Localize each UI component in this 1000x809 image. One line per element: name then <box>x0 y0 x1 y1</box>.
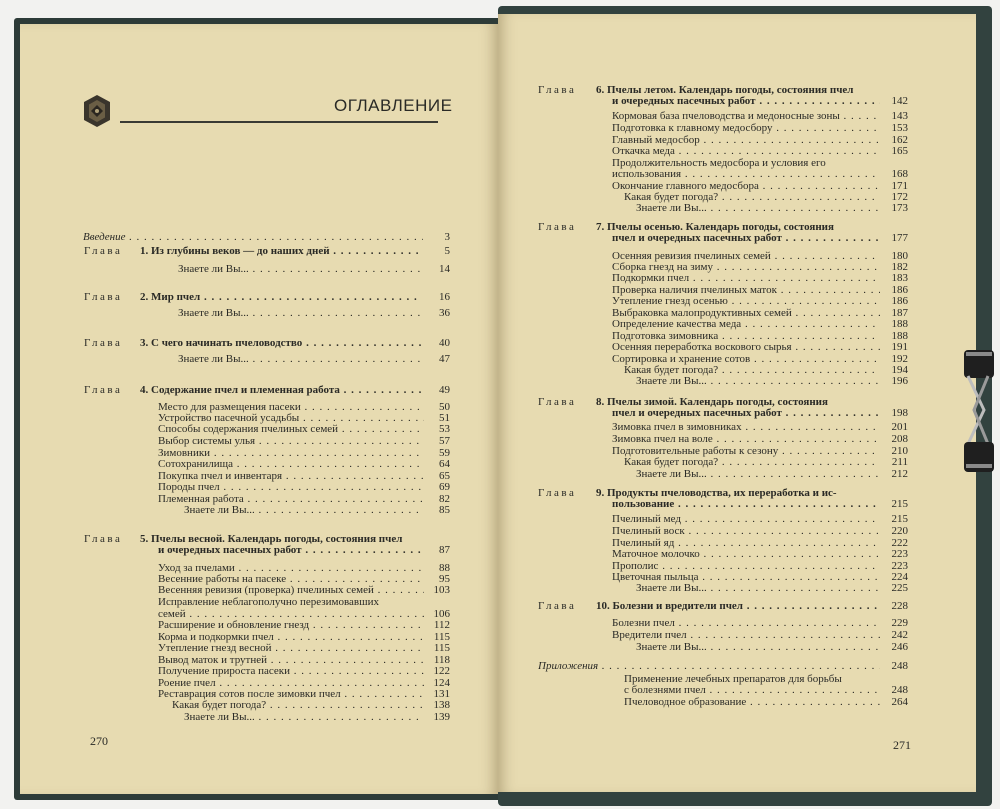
entry-title: Исправление неблагополучно перезимовавших <box>158 596 379 608</box>
entry-title: и очередных пасечных работ . . . <box>612 94 880 108</box>
page-number: 215 <box>891 513 908 525</box>
chapter-label: Глава <box>538 396 577 408</box>
page-number: 131 <box>433 688 450 700</box>
toc-entry <box>0 659 1000 673</box>
page-number: 153 <box>891 122 908 134</box>
chapter-label: Глава <box>538 221 577 233</box>
page-number: 124 <box>433 677 450 689</box>
page-number: 248 <box>891 660 908 672</box>
page-number: 122 <box>433 665 450 677</box>
entry-title: Подготовка к главному медосбору . . . <box>612 121 880 135</box>
chapter-label: Глава <box>538 84 577 96</box>
page-number: 87 <box>439 544 450 556</box>
page-number: 16 <box>439 291 450 303</box>
page-number: 224 <box>891 571 908 583</box>
toc-entry <box>0 581 1000 595</box>
entry-title: Кормовая база пчеловодства и медоносные зоны . . . <box>612 109 880 123</box>
entry-title: Знаете ли Вы... . . . <box>636 374 880 388</box>
entry-title: Зимовка пчел на воле . . . <box>612 432 880 446</box>
entry-title: использования . . . <box>612 167 880 181</box>
page-number: 64 <box>439 458 450 470</box>
right-page-number: 271 <box>893 738 911 752</box>
entry-title: 8. Пчелы зимой. Календарь погоды, состояния <box>596 396 828 408</box>
page-number: 194 <box>891 364 908 376</box>
page-number: 65 <box>439 470 450 482</box>
page-number: 40 <box>439 337 450 349</box>
entry-title: 2. Мир пчел . . . <box>140 290 422 304</box>
entry-title: Проверка наличия пчелиных маток . . . <box>612 283 880 297</box>
page-number: 142 <box>891 95 908 107</box>
page-number: 188 <box>891 318 908 330</box>
entry-title: Весенняя ревизия (проверка) пчелиных семей . . . <box>158 583 424 597</box>
entry-title: Выбраковка малопродуктивных семей . . . <box>612 306 880 320</box>
entry-title: Какая будет погода? . . . <box>624 455 880 469</box>
page-number: 165 <box>891 145 908 157</box>
page-number: 5 <box>444 245 450 257</box>
toc-entry <box>0 599 1000 613</box>
entry-title: Болезни пчел . . . <box>612 616 880 630</box>
page-number: 168 <box>891 168 908 180</box>
page-title: ОГЛАВЛЕНИЕ <box>334 96 453 115</box>
entry-title: 7. Пчелы осенью. Календарь погоды, состояния <box>596 221 834 233</box>
page-number: 187 <box>891 307 908 319</box>
page-number: 172 <box>891 191 908 203</box>
entry-title: Сборка гнезд на зиму . . . <box>612 260 880 274</box>
entry-title: Осенняя переработка воскового сырья . . . <box>612 340 880 354</box>
entry-title: пользование . . . <box>612 497 880 511</box>
chapter-label: Глава <box>84 291 123 303</box>
entry-title: пчел и очередных пасечных работ . . . <box>612 406 880 420</box>
entry-title: Покупка пчел и инвентаря . . . <box>158 469 424 483</box>
page-number: 182 <box>891 261 908 273</box>
toc-entry <box>0 640 1000 654</box>
chapter-label: Глава <box>538 487 577 499</box>
entry-title: Племенная работа . . . <box>158 492 424 506</box>
page-number: 139 <box>433 711 450 723</box>
entry-title: Породы пчел . . . <box>158 480 424 494</box>
toc-entry <box>0 497 1000 511</box>
page-number: 14 <box>439 263 450 275</box>
page-number: 208 <box>891 433 908 445</box>
entry-title: Получение прироста пасеки . . . <box>158 664 424 678</box>
entry-title: Пчелиный воск . . . <box>612 524 880 538</box>
entry-title: 6. Пчелы летом. Календарь погоды, состояния пчел <box>596 84 854 96</box>
toc-entry <box>0 231 1000 245</box>
entry-title: Выбор системы улья . . . <box>158 434 424 448</box>
page-number: 36 <box>439 307 450 319</box>
entry-title: Прополис . . . <box>612 559 880 573</box>
page-number: 183 <box>891 272 908 284</box>
entry-title: Роение пчел . . . <box>158 676 424 690</box>
toc-entry <box>0 695 1000 709</box>
entry-title: Введение . . . <box>83 230 423 244</box>
page-number: 229 <box>891 617 908 629</box>
entry-title: Вредители пчел . . . <box>612 628 880 642</box>
page-number: 186 <box>891 284 908 296</box>
entry-title: Знаете ли Вы... . . . <box>184 503 424 517</box>
entry-title: Откачка меда . . . <box>612 144 880 158</box>
page-number: 51 <box>439 412 450 424</box>
page-number: 171 <box>891 180 908 192</box>
entry-title: Знаете ли Вы... . . . <box>178 262 424 276</box>
entry-title: Какая будет погода? . . . <box>624 363 880 377</box>
entry-title: 4. Содержание пчел и племенная работа . . . <box>140 383 422 397</box>
page-number: 95 <box>439 573 450 585</box>
entry-title: 3. С чего начинать пчеловодство . . . <box>140 336 422 350</box>
entry-title: Применение лечебных препаратов для борьбы <box>624 673 842 685</box>
page-number: 242 <box>891 629 908 641</box>
page-number: 180 <box>891 250 908 262</box>
toc-entry <box>0 374 1000 388</box>
entry-title: Реставрация сотов после зимовки пчел . . . <box>158 687 424 701</box>
page-number: 3 <box>444 231 450 243</box>
entry-title: Определение качества меда . . . <box>612 317 880 331</box>
entry-title: Вывод маток и трутней . . . <box>158 653 424 667</box>
entry-title: Окончание главного медосбора . . . <box>612 179 880 193</box>
entry-title: Способы содержания пчелиных семей . . . <box>158 422 424 436</box>
page-number: 196 <box>891 375 908 387</box>
toc-entry <box>0 406 1000 420</box>
toc-entry <box>0 201 1000 215</box>
page-number: 248 <box>891 684 908 696</box>
page-number: 82 <box>439 493 450 505</box>
page-number: 228 <box>891 600 908 612</box>
entry-title: Зимовка пчел в зимовниках . . . <box>612 420 880 434</box>
page-number: 177 <box>891 232 908 244</box>
entry-title: Пчелиный яд . . . <box>612 536 880 550</box>
entry-title: Знаете ли Вы... . . . <box>184 710 424 724</box>
chapter-label: Глава <box>84 245 123 257</box>
entry-title: Весенние работы на пасеке . . . <box>158 572 424 586</box>
entry-title: Знаете ли Вы... . . . <box>178 352 424 366</box>
entry-title: Пчелиный мед . . . <box>612 512 880 526</box>
page-number: 59 <box>439 447 450 459</box>
page-number: 88 <box>439 562 450 574</box>
entry-title: Знаете ли Вы... . . . <box>636 467 880 481</box>
entry-title: 5. Пчелы весной. Календарь погоды, состояния пчел <box>140 533 403 545</box>
page-number: 143 <box>891 110 908 122</box>
page-number: 115 <box>433 631 450 643</box>
entry-title: Утепление гнезд весной . . . <box>158 641 424 655</box>
page-number: 225 <box>891 582 908 594</box>
page-number: 215 <box>891 498 908 510</box>
page-number: 211 <box>891 456 908 468</box>
entry-title: Подготовительные работы к сезону . . . <box>612 444 880 458</box>
page-number: 220 <box>891 525 908 537</box>
entry-title: Сотохранилища . . . <box>158 457 424 471</box>
entry-title: Подкормки пчел . . . <box>612 271 880 285</box>
entry-title: Зимовники . . . <box>158 446 424 460</box>
page-number: 106 <box>433 608 450 620</box>
page-number: 53 <box>439 423 450 435</box>
page-number: 246 <box>891 641 908 653</box>
left-page-number: 270 <box>90 734 108 748</box>
entry-title: Осенняя ревизия пчелиных семей . . . <box>612 249 880 263</box>
page-number: 188 <box>891 330 908 342</box>
page-number: 57 <box>439 435 450 447</box>
page-number: 47 <box>439 353 450 365</box>
entry-title: Знаете ли Вы... . . . <box>636 581 880 595</box>
page-number: 186 <box>891 295 908 307</box>
entry-title: Приложения . . . <box>538 659 880 673</box>
page-number: 198 <box>891 407 908 419</box>
chapter-label: Глава <box>84 384 123 396</box>
page-number: 201 <box>891 421 908 433</box>
page-number: 191 <box>891 341 908 353</box>
entry-title: 9. Продукты пчеловодства, их переработка и ис- <box>596 487 837 499</box>
page-number: 222 <box>891 537 908 549</box>
chapter-label: Глава <box>84 533 123 545</box>
entry-title: и очередных пасечных работ . . . <box>158 543 424 557</box>
page-number: 223 <box>891 548 908 560</box>
page-number: 192 <box>891 353 908 365</box>
page-number: 118 <box>433 654 450 666</box>
chapter-label: Глава <box>538 600 577 612</box>
page-number: 173 <box>891 202 908 214</box>
entry-title: 10. Болезни и вредители пчел . . . <box>596 599 880 613</box>
toc-entry <box>0 710 1000 724</box>
page-number: 69 <box>439 481 450 493</box>
entry-title: Подготовка зимовника . . . <box>612 329 880 343</box>
toc-entry <box>0 467 1000 481</box>
entry-title: Устройство пасечной усадьбы . . . <box>158 411 424 425</box>
entry-title: Место для размещения пасеки . . . <box>158 400 424 414</box>
entry-title: Сортировка и хранение сотов . . . <box>612 352 880 366</box>
toc-entry <box>0 94 1000 108</box>
page-number: 85 <box>439 504 450 516</box>
entry-title: Утепление гнезд осенью . . . <box>612 294 880 308</box>
entry-title: пчел и очередных пасечных работ . . . <box>612 231 880 245</box>
entry-title: Пчеловодное образование . . . <box>624 695 880 709</box>
entry-title: Знаете ли Вы... . . . <box>636 201 880 215</box>
entry-title: Знаете ли Вы... . . . <box>178 306 424 320</box>
chapter-label: Глава <box>84 337 123 349</box>
page-number: 50 <box>439 401 450 413</box>
page-number: 162 <box>891 134 908 146</box>
entry-title: Главный медосбор . . . <box>612 133 880 147</box>
page-number: 103 <box>433 584 450 596</box>
entry-title: Продолжительность медосбора и условия его <box>612 157 826 169</box>
page-number: 212 <box>891 468 908 480</box>
entry-title: Маточное молочко . . . <box>612 547 880 561</box>
entry-title: Какая будет погода? . . . <box>172 698 424 712</box>
page-number: 210 <box>891 445 908 457</box>
entry-title: Цветочная пыльца . . . <box>612 570 880 584</box>
entry-title: 1. Из глубины веков — до наших дней . . . <box>140 244 422 258</box>
page-number: 223 <box>891 560 908 572</box>
entry-title: Расширение и обновление гнезд . . . <box>158 618 424 632</box>
page-number: 112 <box>433 619 450 631</box>
entry-title: Какая будет погода? . . . <box>624 190 880 204</box>
binder-clip-icon <box>954 346 998 478</box>
page-number: 115 <box>433 642 450 654</box>
entry-title: Знаете ли Вы... . . . <box>636 640 880 654</box>
entry-title: семей . . . <box>158 607 424 621</box>
entry-title: Уход за пчелами . . . <box>158 561 424 575</box>
page-number: 264 <box>891 696 908 708</box>
entry-title: Корма и подкормки пчел . . . <box>158 630 424 644</box>
page-number: 138 <box>433 699 450 711</box>
page-number: 49 <box>439 384 450 396</box>
entry-title: с болезнями пчел . . . <box>624 683 880 697</box>
